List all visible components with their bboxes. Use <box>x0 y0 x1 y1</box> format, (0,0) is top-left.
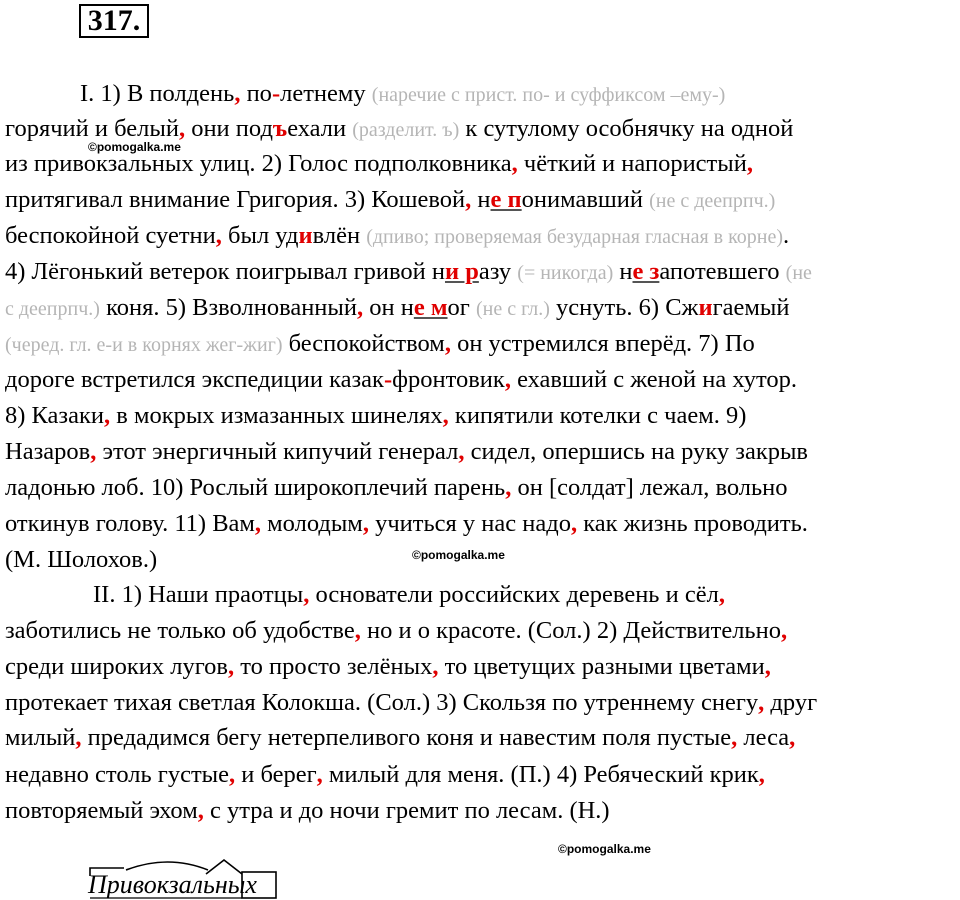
text-segment: Назаров <box>5 438 91 465</box>
text-line <box>5 186 775 215</box>
morpheme-word: Привокзальных <box>88 870 257 899</box>
text-line <box>5 258 812 287</box>
text-segment: с утра и до ночи гремит по лесам. (Н.) <box>203 797 610 824</box>
morphemic-analysis <box>88 856 288 900</box>
text-segment: беспокойством <box>282 330 445 357</box>
text-line <box>5 689 817 717</box>
text-segment: учиться у нас надо <box>368 510 571 537</box>
highlighted-mark: , <box>354 617 361 644</box>
text-segment: дороге встретился экспедиции казак <box>5 366 384 393</box>
text-line <box>5 510 808 538</box>
highlighted-mark: , <box>780 617 788 644</box>
highlighted-mark: , <box>746 150 753 177</box>
exercise-number: 317. <box>79 4 149 38</box>
text-segment: уснуть. 6) Сж <box>549 294 699 321</box>
text-segment: леса <box>737 724 790 751</box>
text-segment: то цветущих разными цветами <box>438 653 765 680</box>
text-segment: он [солдат] лежал, вольно <box>511 474 788 501</box>
text-segment: . <box>783 222 790 249</box>
text-segment: кипятили котелки с чаем. 9) <box>448 402 747 429</box>
text-segment: он н <box>363 294 414 321</box>
text-segment: беспокойной суетни <box>5 222 216 249</box>
text-line <box>5 761 765 789</box>
highlighted-mark: е з <box>632 258 660 285</box>
text-segment: ехали <box>287 115 353 142</box>
highlighted-mark: и <box>698 294 713 321</box>
highlighted-mark: , <box>303 581 310 608</box>
highlighted-mark: , <box>197 797 204 824</box>
highlighted-mark: , <box>234 80 241 107</box>
text-segment: азу <box>478 258 518 285</box>
text-segment: (М. Шолохов.) <box>5 546 158 573</box>
text-segment: повторяемый эхом <box>5 797 198 824</box>
highlighted-mark: , <box>316 761 323 788</box>
text-segment: среди широких лугов <box>5 653 228 680</box>
highlighted-mark: , <box>458 438 465 465</box>
text-segment: к сутулому особнячку на одной <box>459 115 794 142</box>
highlighted-mark: , <box>442 402 449 429</box>
annotation-note: (наречие с прист. по- и суффиксом –ему-) <box>371 84 726 106</box>
annotation-note: (не с гл.) <box>475 298 550 320</box>
text-segment: чёткий и напористый <box>517 150 747 177</box>
highlighted-mark: , <box>731 724 738 751</box>
watermark: ©pomogalka.me <box>558 842 651 856</box>
text-segment: коня. 5) Взволнованный <box>99 294 357 321</box>
highlighted-mark: , <box>215 222 222 249</box>
text-line <box>5 150 753 178</box>
text-segment: друг <box>764 689 818 716</box>
highlighted-mark: и <box>298 222 313 249</box>
text-line <box>5 402 746 430</box>
text-line <box>5 546 157 574</box>
text-segment: ог <box>447 294 476 321</box>
text-segment: н <box>613 258 633 285</box>
text-segment: II. 1) Наши праотцы <box>93 581 304 608</box>
highlighted-mark: , <box>758 689 765 716</box>
text-line <box>5 617 787 645</box>
text-line <box>5 797 610 825</box>
text-segment: они под <box>185 115 273 142</box>
text-line <box>80 80 725 109</box>
highlighted-mark: е м <box>413 294 448 321</box>
annotation-note: (не <box>785 262 812 284</box>
highlighted-mark: , <box>444 330 451 357</box>
highlighted-mark: , <box>362 510 369 537</box>
text-segment: гаемый <box>712 294 790 321</box>
text-line <box>5 653 771 681</box>
highlighted-mark: , <box>432 653 439 680</box>
highlighted-mark: - <box>271 80 281 107</box>
text-segment: милый <box>5 724 76 751</box>
highlighted-mark: , <box>764 653 771 680</box>
highlighted-mark: , <box>356 294 364 321</box>
highlighted-mark: , <box>504 366 511 393</box>
text-segment: был уд <box>221 222 299 249</box>
annotation-note: (черед. гл. е-и в корнях жег-жиг) <box>5 334 283 356</box>
text-segment: ехавший с женой на хутор. <box>510 366 797 393</box>
text-segment: ладонью лоб. 10) Рослый широкоплечий парень <box>5 474 506 501</box>
highlighted-mark: - <box>383 366 393 393</box>
text-segment: милый для меня. (П.) 4) Ребяческий крик <box>322 761 759 788</box>
text-segment: I. 1) В полдень <box>80 80 235 107</box>
highlighted-mark: е п <box>490 186 522 213</box>
watermark: ©pomogalka.me <box>412 548 505 562</box>
text-line <box>5 474 788 502</box>
annotation-note: (= никогда) <box>517 262 614 284</box>
text-segment: предадимся бегу нетерпеливого коня и навестим поля пустые <box>81 724 732 751</box>
text-line <box>93 581 725 609</box>
highlighted-mark: , <box>570 510 578 537</box>
highlighted-mark: , <box>254 510 262 537</box>
text-segment: онимавший <box>521 186 650 213</box>
text-segment: притягивал внимание Григория. 3) Кошевой <box>5 186 466 213</box>
text-line <box>5 330 755 359</box>
text-line <box>5 222 789 251</box>
text-segment: молодым <box>261 510 363 537</box>
highlighted-mark: , <box>178 115 186 142</box>
text-segment: влён <box>312 222 367 249</box>
text-segment: как жизнь проводить. <box>577 510 808 537</box>
text-segment: горячий и белый <box>5 115 179 142</box>
text-segment: откинув голову. 11) Вам <box>5 510 255 537</box>
text-line <box>5 438 808 466</box>
text-line <box>5 366 797 394</box>
text-segment: апотевшего <box>659 258 786 285</box>
highlighted-mark: , <box>75 724 82 751</box>
highlighted-mark: , <box>758 761 765 788</box>
highlighted-mark: , <box>505 474 512 501</box>
text-segment: основатели российских деревень и сёл <box>309 581 719 608</box>
annotation-note: (дпиво; проверяемая безударная гласная в корне) <box>366 226 784 248</box>
highlighted-mark: , <box>789 724 796 751</box>
text-segment: 4) Лёгонький ветерок поигрывал гривой н <box>5 258 445 285</box>
text-segment: из привокзальных улиц. 2) Голос подполковника <box>5 150 512 177</box>
text-segment: заботились не только об удобстве <box>5 617 355 644</box>
annotation-note: (разделит. ъ) <box>352 119 460 141</box>
highlighted-mark: ъ <box>272 115 288 142</box>
text-line <box>5 724 795 752</box>
annotation-note: (не с деепрпч.) <box>649 190 776 212</box>
annotation-note: с деепрпч.) <box>5 298 100 320</box>
highlighted-mark: , <box>718 581 725 608</box>
text-segment: недавно столь густые <box>5 761 229 788</box>
highlighted-mark: , <box>228 761 236 788</box>
highlighted-mark: , <box>511 150 518 177</box>
highlighted-mark: , <box>465 186 472 213</box>
text-segment: по <box>240 80 272 107</box>
text-segment: н <box>471 186 491 213</box>
text-segment: но и о красоте. (Сол.) 2) Действительно <box>360 617 781 644</box>
text-segment: то просто зелёных <box>234 653 433 680</box>
text-segment: фронтовик <box>392 366 505 393</box>
text-segment: 8) Казаки <box>5 402 104 429</box>
text-line <box>5 294 789 323</box>
text-segment: в мокрых измазанных шинелях <box>110 402 443 429</box>
highlighted-mark: , <box>90 438 97 465</box>
text-segment: этот энергичный кипучий генерал <box>96 438 459 465</box>
watermark: ©pomogalka.me <box>88 140 181 154</box>
highlighted-mark: , <box>227 653 235 680</box>
highlighted-mark: , <box>104 402 111 429</box>
text-segment: он устремился вперёд. 7) По <box>450 330 755 357</box>
text-segment: летнему <box>280 80 372 107</box>
highlighted-mark: и р <box>444 258 479 285</box>
text-segment: протекает тихая светлая Колокша. (Сол.) 3) Скользя по утреннему снегу <box>5 689 759 716</box>
text-segment: и берег <box>235 761 317 788</box>
text-segment: сидел, опершись на руку закрыв <box>464 438 808 465</box>
